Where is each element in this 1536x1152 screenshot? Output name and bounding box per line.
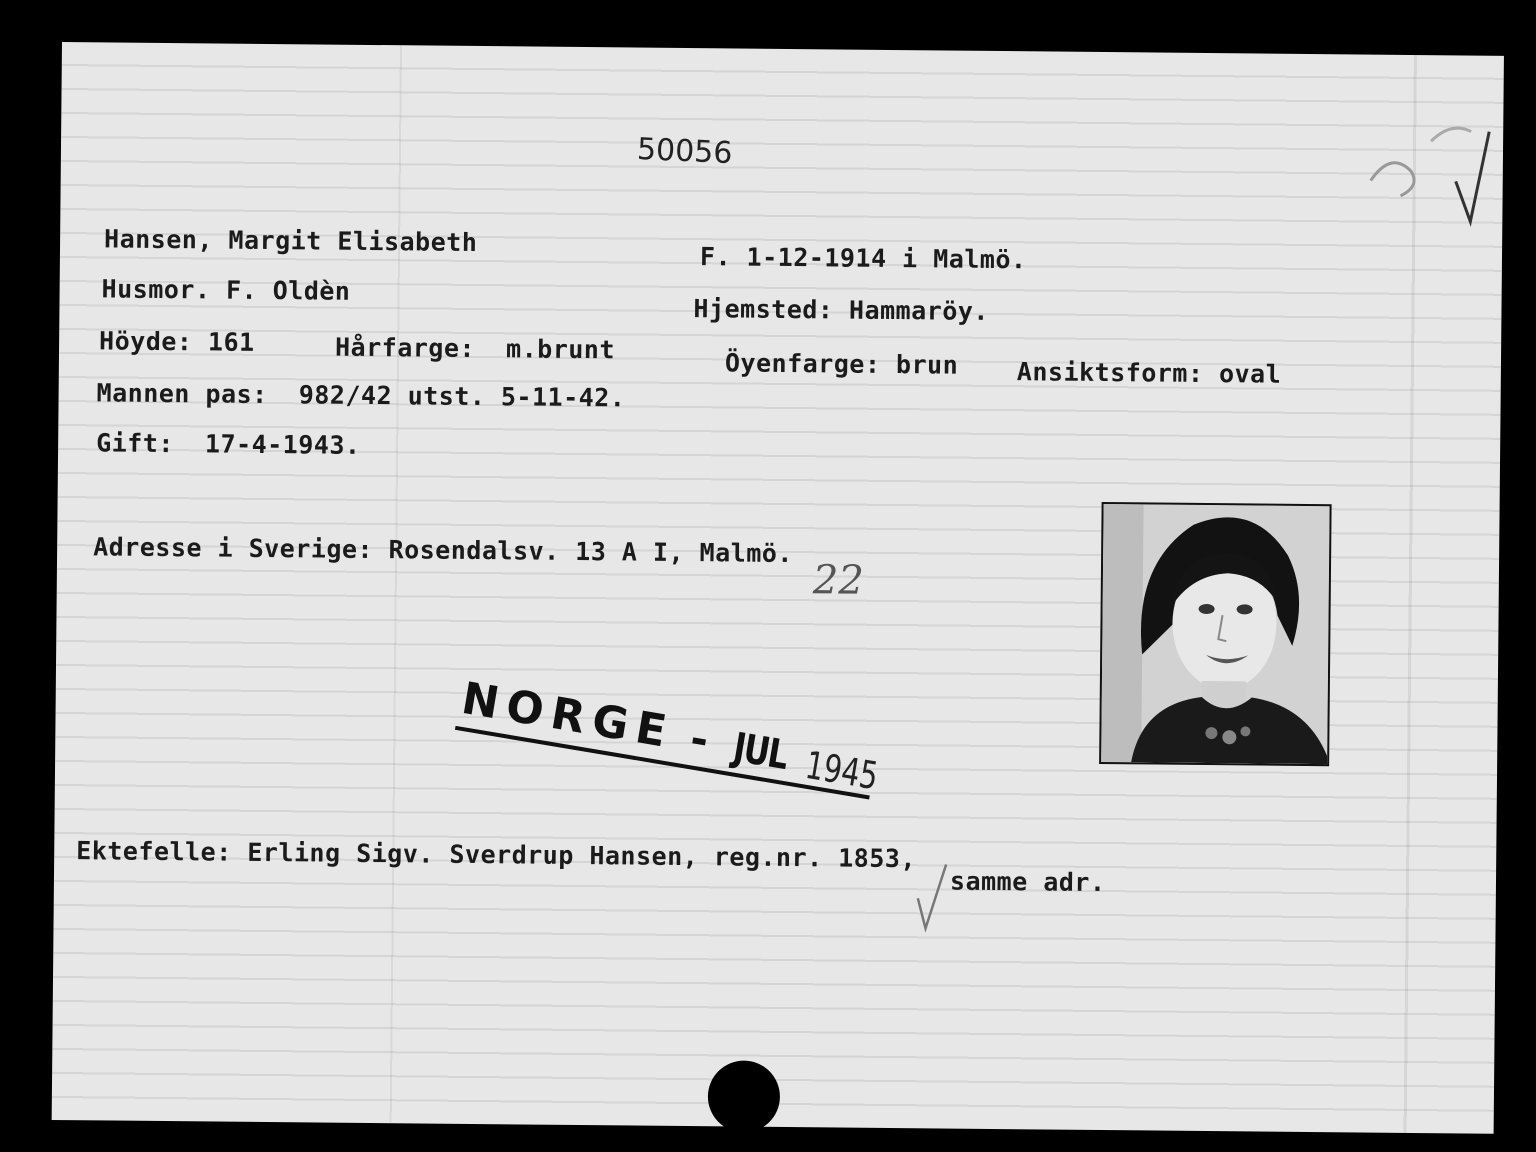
husband-passport: Mannen pas: 982/42 utst. 5-11-42. (96, 378, 626, 413)
face-shape-field: Ansiktsform: oval (1016, 357, 1282, 389)
norway-arrival-stamp (442, 672, 884, 856)
stamp-dash: - (686, 713, 713, 765)
person-name: Hansen, Margit Elisabeth (103, 224, 478, 257)
spouse-info: Ektefelle: Erling Sigv. Sverdrup Hansen, reg.nr. 1853, (76, 836, 917, 874)
registration-number: 50056 (636, 131, 734, 172)
handwritten-tick-icon (913, 862, 950, 932)
marriage-date: Gift: 17-4-1943. (96, 428, 361, 460)
stamp-year: 1945 (802, 742, 882, 799)
home-place: Hjemsted: Hammaröy. (693, 294, 990, 326)
swedish-address: Adresse i Sverige: Rosendalsv. 13 A I, Malmö. (93, 532, 794, 569)
birth-info: F. 1-12-1914 i Malmö. (699, 242, 1027, 275)
address-handwritten-note: 22 (812, 557, 864, 604)
stamp-month: JUL (730, 724, 791, 779)
portrait-photo (1099, 502, 1332, 766)
eye-color-field: Öyenfarge: brun (724, 348, 959, 380)
corner-check-icon (1360, 110, 1491, 231)
hair-color-field: Hårfarge: m.brunt (334, 332, 616, 365)
punch-hole-slot (728, 1098, 760, 1138)
portrait-photo-icon (1101, 504, 1329, 764)
registration-card (52, 42, 1504, 1134)
stamp-country: NORGE (458, 672, 678, 759)
spouse-address-note: samme adr. (949, 866, 1106, 898)
height-field: Höyde: 161 (98, 326, 255, 357)
occupation: Husmor. F. Oldèn (101, 274, 351, 306)
